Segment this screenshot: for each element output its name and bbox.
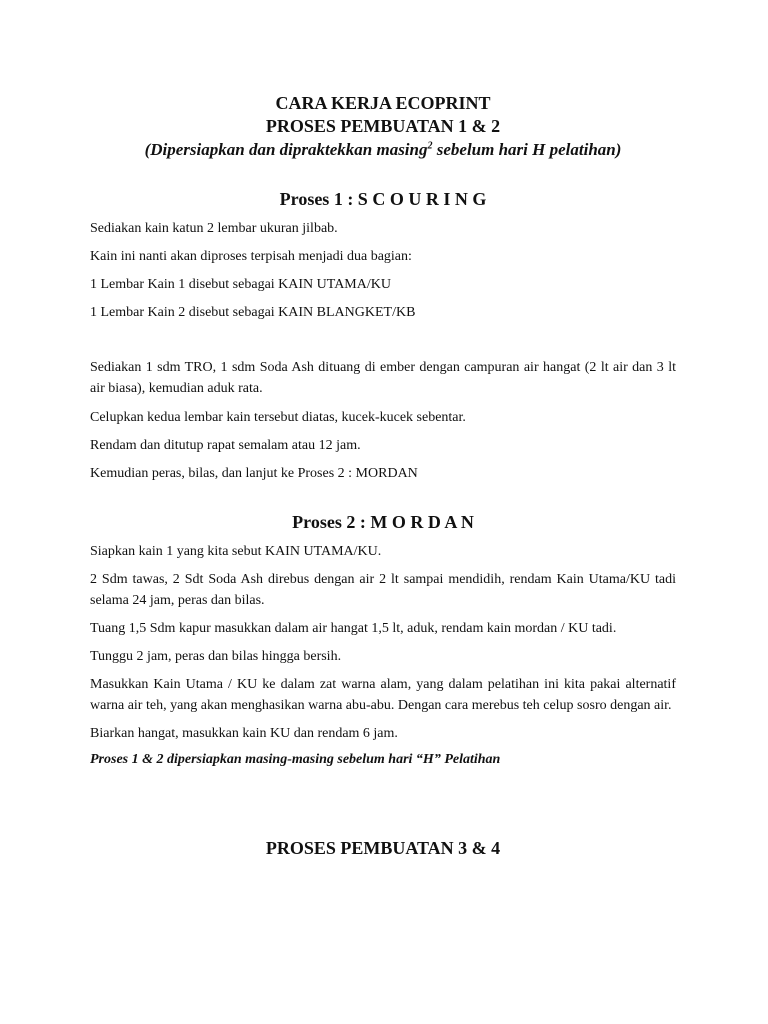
document-title-block — [90, 92, 676, 161]
section-heading-mordan: Proses 2 : M O R D A N — [292, 512, 474, 532]
subtitle-close-paren: ) — [615, 140, 622, 159]
paragraph: 1 Lembar Kain 1 disebut sebagai KAIN UTAMA/KU — [90, 277, 391, 292]
document-subtitle-process: PROSES PEMBUATAN 1 & 2 — [265, 116, 501, 136]
paragraph: Celupkan kedua lembar kain tersebut diatas, kucek-kucek sebentar. — [90, 410, 466, 425]
paragraph: 1 Lembar Kain 2 disebut sebagai KAIN BLANGKET/KB — [90, 305, 416, 320]
paragraph: Siapkan kain 1 yang kita sebut KAIN UTAMA/KU. — [90, 544, 382, 559]
paragraph: 2 Sdm tawas, 2 Sdt Soda Ash direbus dengan air 2 lt sampai mendidih, rendam Kain Utama/KU tadi selama 24 jam, peras dan bilas. — [90, 572, 676, 608]
paragraph: Rendam dan ditutup rapat semalam atau 12 jam. — [90, 438, 361, 453]
paragraph: Biarkan hangat, masukkan kain KU dan rendam 6 jam. — [90, 726, 398, 741]
subtitle-text-after: sebelum hari H pelatihan — [432, 140, 616, 159]
paragraph: Tunggu 2 jam, peras dan bilas hingga bersih. — [90, 649, 342, 664]
document-page — [90, 92, 676, 860]
section-heading-scouring: Proses 1 : S C O U R I N G — [279, 189, 487, 209]
paragraph: Tuang 1,5 Sdm kapur masukkan dalam air hangat 1,5 lt, aduk, rendam kain mordan / KU tadi. — [90, 621, 617, 636]
section-heading-process-3-4: PROSES PEMBUATAN 3 & 4 — [265, 838, 501, 858]
document-subtitle-note — [90, 138, 676, 161]
subtitle-open-paren: ( — [144, 140, 151, 159]
paragraph: Kain ini nanti akan diproses terpisah menjadi dua bagian: — [90, 249, 412, 264]
italic-note: Proses 1 & 2 dipersiapkan masing-masing sebelum hari “H” Pelatihan — [90, 752, 501, 767]
subtitle-superscript: 2 — [427, 140, 433, 152]
document-title: CARA KERJA ECOPRINT — [275, 93, 491, 113]
paragraph: Masukkan Kain Utama / KU ke dalam zat warna alam, yang dalam pelatihan ini kita pakai alternatif warna air teh, yang akan menghasikan warna abu-abu. Dengan cara merebus teh celup sosro dengan air. — [90, 677, 676, 713]
paragraph: Sediakan kain katun 2 lembar ukuran jilbab. — [90, 221, 338, 236]
subtitle-text-before: Dipersiapkan dan dipraktekkan masing — [150, 140, 428, 159]
paragraph: Kemudian peras, bilas, dan lanjut ke Proses 2 : MORDAN — [90, 466, 418, 481]
paragraph: Sediakan 1 sdm TRO, 1 sdm Soda Ash dituang di ember dengan campuran air hangat (2 lt air dan 3 lt air biasa), kemudian aduk rata. — [90, 360, 676, 396]
